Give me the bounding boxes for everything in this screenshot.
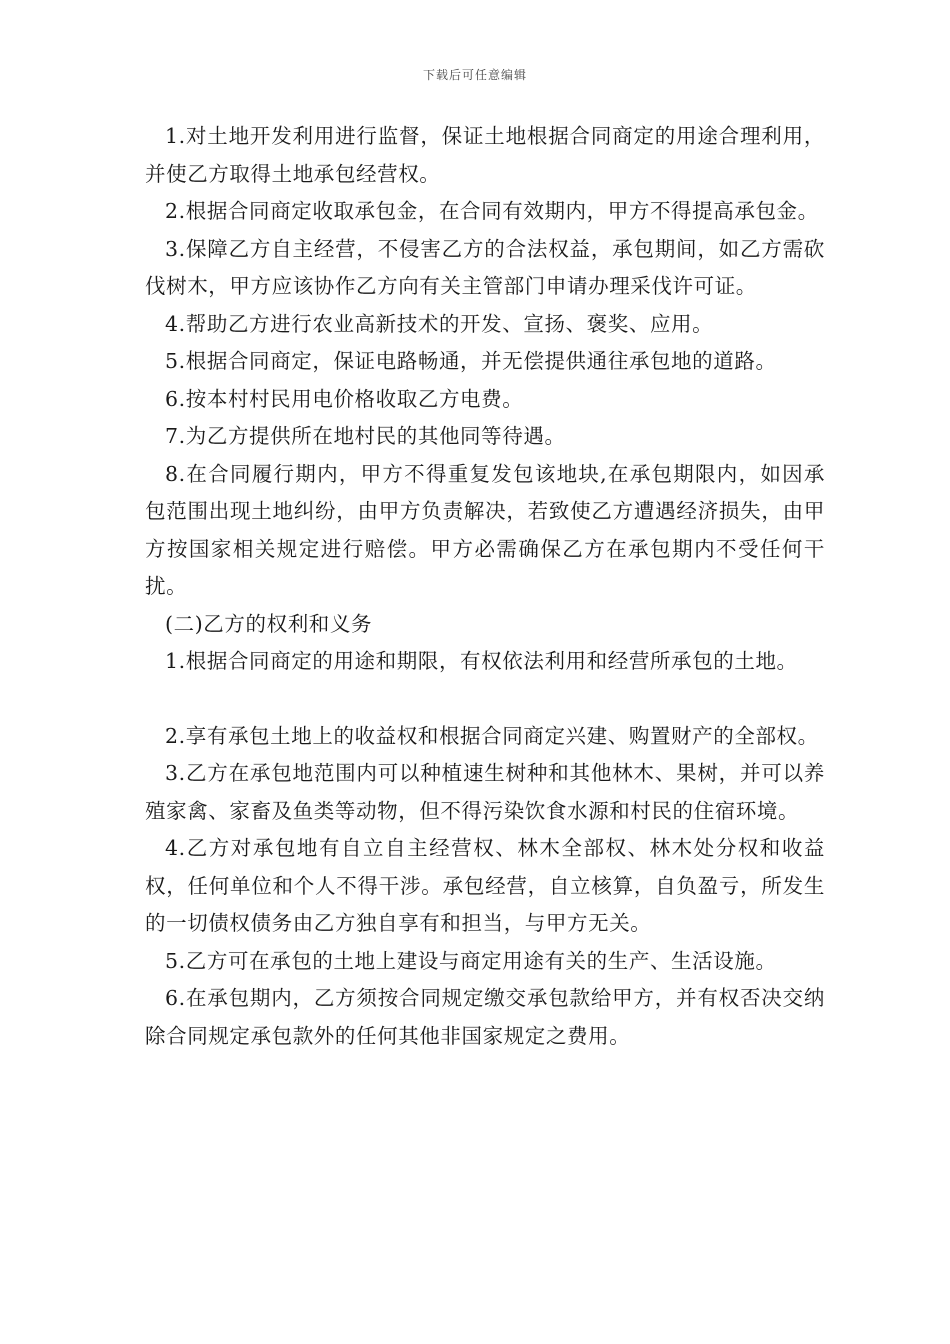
clause-party-a-6: 6.按本村村民用电价格收取乙方电费。 — [165, 386, 524, 411]
clause-party-a-7: 7.为乙方提供所在地村民的其他同等待遇。 — [165, 424, 566, 448]
section-heading-party-b: (二)乙方的权利和义务 — [165, 611, 373, 636]
clause-party-a-2: 2.根据合同商定收取承包金，在合同有效期内，甲方不得提高承包金。 — [165, 199, 819, 223]
clause-party-b-4: 4.乙方对承包地有自立自主经营权、林木全部权、林木处分权和收益权，任何单位和个人不得干涉。承包经营，自立核算，自负盈亏，所发生的一切债权债务由乙方独自享有和担当，与甲方无关。 — [145, 836, 825, 935]
clause-party-a-3: 3.保障乙方自主经营，不侵害乙方的合法权益，承包期间，如乙方需砍伐树木，甲方应该协作乙方向有关主管部门申请办理采伐许可证。 — [145, 236, 825, 298]
clause-party-a-4: 4.帮助乙方进行农业高新技术的开发、宣扬、褒奖、应用。 — [165, 311, 714, 336]
clause-party-b-2: 2.享有承包土地上的收益权和根据合同商定兴建、购置财产的全部权。 — [165, 723, 819, 748]
clause-party-b-6: 6.在承包期内，乙方须按合同规定缴交承包款给甲方，并有权否决交纳除合同规定承包款外的任何其他非国家规定之费用。 — [145, 986, 825, 1048]
page-header: 下载后可任意编辑 — [422, 68, 527, 82]
clause-party-a-8: 8.在合同履行期内，甲方不得重复发包该地块,在承包期限内，如因承包范围出现土地纠纷，由甲方负责解决，若致使乙方遭遇经济损失，由甲方按国家相关规定进行赔偿。甲方必需确保乙方在承包期内不受任何干扰。 — [145, 461, 825, 598]
document-body — [145, 118, 825, 1055]
clause-party-a-5: 5.根据合同商定，保证电路畅通，并无偿提供通往承包地的道路。 — [165, 349, 777, 373]
clause-party-b-1: 1.根据合同商定的用途和期限，有权依法利用和经营所承包的土地。 — [165, 649, 798, 673]
clause-party-b-5: 5.乙方可在承包的土地上建设与商定用途有关的生产、生活设施。 — [165, 948, 777, 973]
clause-party-b-3: 3.乙方在承包地范围内可以种植速生树种和其他林木、果树，并可以养殖家禽、家畜及鱼类等动物，但不得污染饮食水源和村民的住宿环境。 — [145, 761, 825, 823]
clause-party-a-1: 1.对土地开发利用进行监督，保证土地根据合同商定的用途合理利用，并使乙方取得土地承包经营权。 — [145, 124, 825, 186]
blank-line — [145, 681, 825, 718]
